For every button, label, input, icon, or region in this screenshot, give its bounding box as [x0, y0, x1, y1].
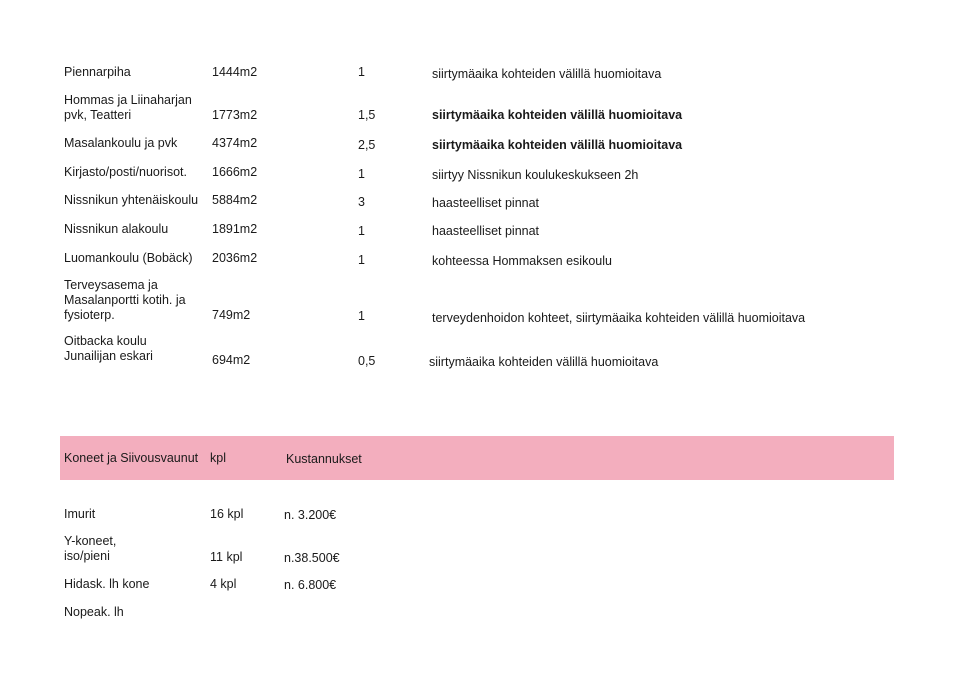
facility-name: Nissnikun alakoulu [64, 222, 169, 236]
machine-cost: n. 6.800€ [284, 578, 337, 592]
facility-name: Luomankoulu (Bobäck) [64, 251, 193, 265]
facility-note: haasteelliset pinnat [432, 196, 540, 210]
facility-count: 1 [358, 65, 365, 79]
facility-note: siirtyy Nissnikun koulukeskukseen 2h [432, 168, 639, 182]
facility-count: 1 [358, 224, 365, 238]
facility-name: Kirjasto/posti/nuorisot. [64, 165, 187, 179]
machine-kpl: 11 kpl [210, 550, 243, 564]
facility-note: siirtymäaika kohteiden välillä huomioitava [429, 355, 659, 369]
facility-count: 1 [358, 167, 365, 181]
facility-count: 1 [358, 253, 365, 267]
machines-header-kpl: kpl [210, 451, 226, 465]
facility-name: Oitbacka koulu Junailijan eskari [64, 334, 153, 363]
facility-area: 749m2 [212, 308, 251, 322]
machines-header-name: Koneet ja Siivousvaunut [64, 451, 199, 465]
machine-cost: n. 3.200€ [284, 508, 337, 522]
machine-name: Imurit [64, 507, 96, 521]
facility-note: siirtymäaika kohteiden välillä huomioitava [432, 67, 662, 81]
facility-area: 4374m2 [212, 136, 258, 150]
machine-kpl: 16 kpl [210, 507, 244, 521]
machines-header-cost: Kustannukset [286, 452, 362, 466]
machine-name: Nopeak. lh [64, 605, 124, 619]
facility-area: 1891m2 [212, 222, 258, 236]
facility-name: Nissnikun yhtenäiskoulu [64, 193, 199, 207]
facility-name: Hommas ja Liinaharjan pvk, Teatteri [64, 93, 192, 122]
machine-name: Hidask. lh kone [64, 577, 150, 591]
facility-count: 0,5 [358, 354, 376, 368]
machine-name: Y-koneet, iso/pieni [64, 534, 117, 563]
facility-count: 2,5 [358, 138, 376, 152]
facility-note: siirtymäaika kohteiden välillä huomioitava [432, 108, 683, 122]
facility-count: 3 [358, 195, 365, 209]
facility-count: 1 [358, 309, 365, 323]
facility-area: 5884m2 [212, 193, 258, 207]
facility-note: terveydenhoidon kohteet, siirtymäaika kohteiden välillä huomioitava [432, 311, 806, 325]
facility-area: 694m2 [212, 353, 251, 367]
facility-name: Terveysasema ja Masalanportti kotih. ja fysioterp. [64, 278, 186, 322]
machines-header-band [60, 436, 894, 480]
machine-kpl: 4 kpl [210, 577, 237, 591]
facility-note: haasteelliset pinnat [432, 224, 540, 238]
facility-note: kohteessa Hommaksen esikoulu [432, 254, 612, 268]
facility-count: 1,5 [358, 108, 376, 122]
facility-area: 1773m2 [212, 108, 258, 122]
facility-area: 1444m2 [212, 65, 258, 79]
facility-area: 1666m2 [212, 165, 258, 179]
machine-cost: n.38.500€ [284, 551, 340, 565]
facility-note: siirtymäaika kohteiden välillä huomioitava [432, 138, 683, 152]
facility-name: Masalankoulu ja pvk [64, 136, 178, 150]
facility-area: 2036m2 [212, 251, 258, 265]
facility-name: Piennarpiha [64, 65, 131, 79]
